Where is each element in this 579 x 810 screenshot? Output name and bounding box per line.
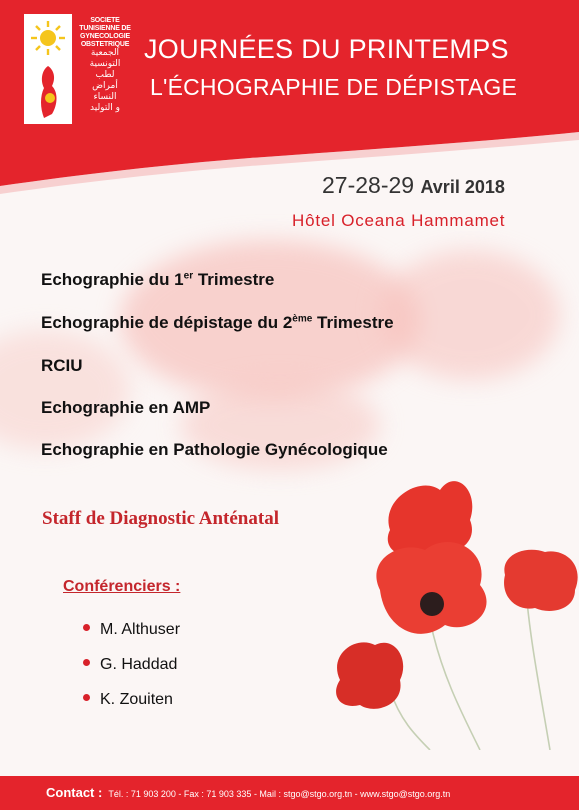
logo-arabic-line: الجمعية <box>90 48 120 58</box>
speaker-name: M. Althuser <box>100 621 181 638</box>
logo-arabic-line: لطب <box>95 70 115 80</box>
speaker-item <box>83 691 173 709</box>
speaker-name: G. Haddad <box>100 656 178 673</box>
sun-icon <box>30 20 66 56</box>
poppy-flowers-illustration <box>330 470 579 750</box>
logo-line: GYNECOLOGIE <box>80 33 130 40</box>
staff-heading: Staff de Diagnostic Anténatal <box>42 508 279 529</box>
society-logo <box>24 14 72 124</box>
contact-details: Tél. : 71 903 200 - Fax : 71 903 335 - Mail : stgo@stgo.org.tn - www.stgo@stgo.org.tn <box>108 789 451 799</box>
logo-arabic-line: أمراض <box>92 81 118 91</box>
event-dates <box>322 172 505 199</box>
event-title: JOURNÉES DU PRINTEMPS <box>144 34 509 64</box>
topic-sup: er <box>183 270 194 282</box>
contact-label: Contact : <box>46 785 103 800</box>
event-days: 27-28-29 <box>322 172 415 198</box>
logo-line: OBSTETRIQUE <box>80 41 130 48</box>
logo-arabic-line: التونسية <box>89 59 121 69</box>
topic-item <box>41 356 83 376</box>
bullet-icon <box>83 694 90 701</box>
topic-item <box>41 398 210 418</box>
speakers-heading: Conférenciers : <box>63 578 181 595</box>
logo-text-french <box>76 17 134 49</box>
contact-line <box>46 785 450 800</box>
topic-text: Echographie de dépistage du 2 <box>41 313 293 332</box>
event-month-year: Avril 2018 <box>420 177 505 197</box>
event-venue: Hôtel Oceana Hammamet <box>292 211 506 230</box>
event-subtitle: L'ÉCHOGRAPHIE DE DÉPISTAGE <box>150 74 518 100</box>
contact-footer <box>0 776 579 810</box>
bullet-icon <box>83 624 90 631</box>
bullet-icon <box>83 659 90 666</box>
topic-text: Trimestre <box>193 270 275 289</box>
mother-figure-icon <box>34 64 62 120</box>
logo-arabic-line: و التوليد <box>90 103 120 113</box>
topic-item <box>41 270 274 290</box>
topic-text: Echographie du 1 <box>41 270 184 289</box>
logo-text-arabic <box>76 48 134 114</box>
logo-arabic-line: النساء <box>93 92 117 102</box>
topic-sup: ème <box>292 313 313 325</box>
logo-line: TUNISIENNE DE <box>79 25 131 32</box>
topic-text: Echographie en Pathologie Gynécologique <box>41 440 388 459</box>
speaker-item <box>83 621 180 639</box>
topic-text: Echographie en AMP <box>41 398 211 417</box>
logo-line: SOCIETE <box>90 17 120 24</box>
speaker-item <box>83 656 177 674</box>
topic-item <box>41 440 388 460</box>
topic-text: Trimestre <box>312 313 394 332</box>
background-poppy-blur <box>0 330 130 450</box>
topic-text: RCIU <box>41 356 83 375</box>
topic-item <box>41 313 394 333</box>
background-poppy-blur <box>380 250 560 380</box>
speaker-name: K. Zouiten <box>100 691 173 708</box>
